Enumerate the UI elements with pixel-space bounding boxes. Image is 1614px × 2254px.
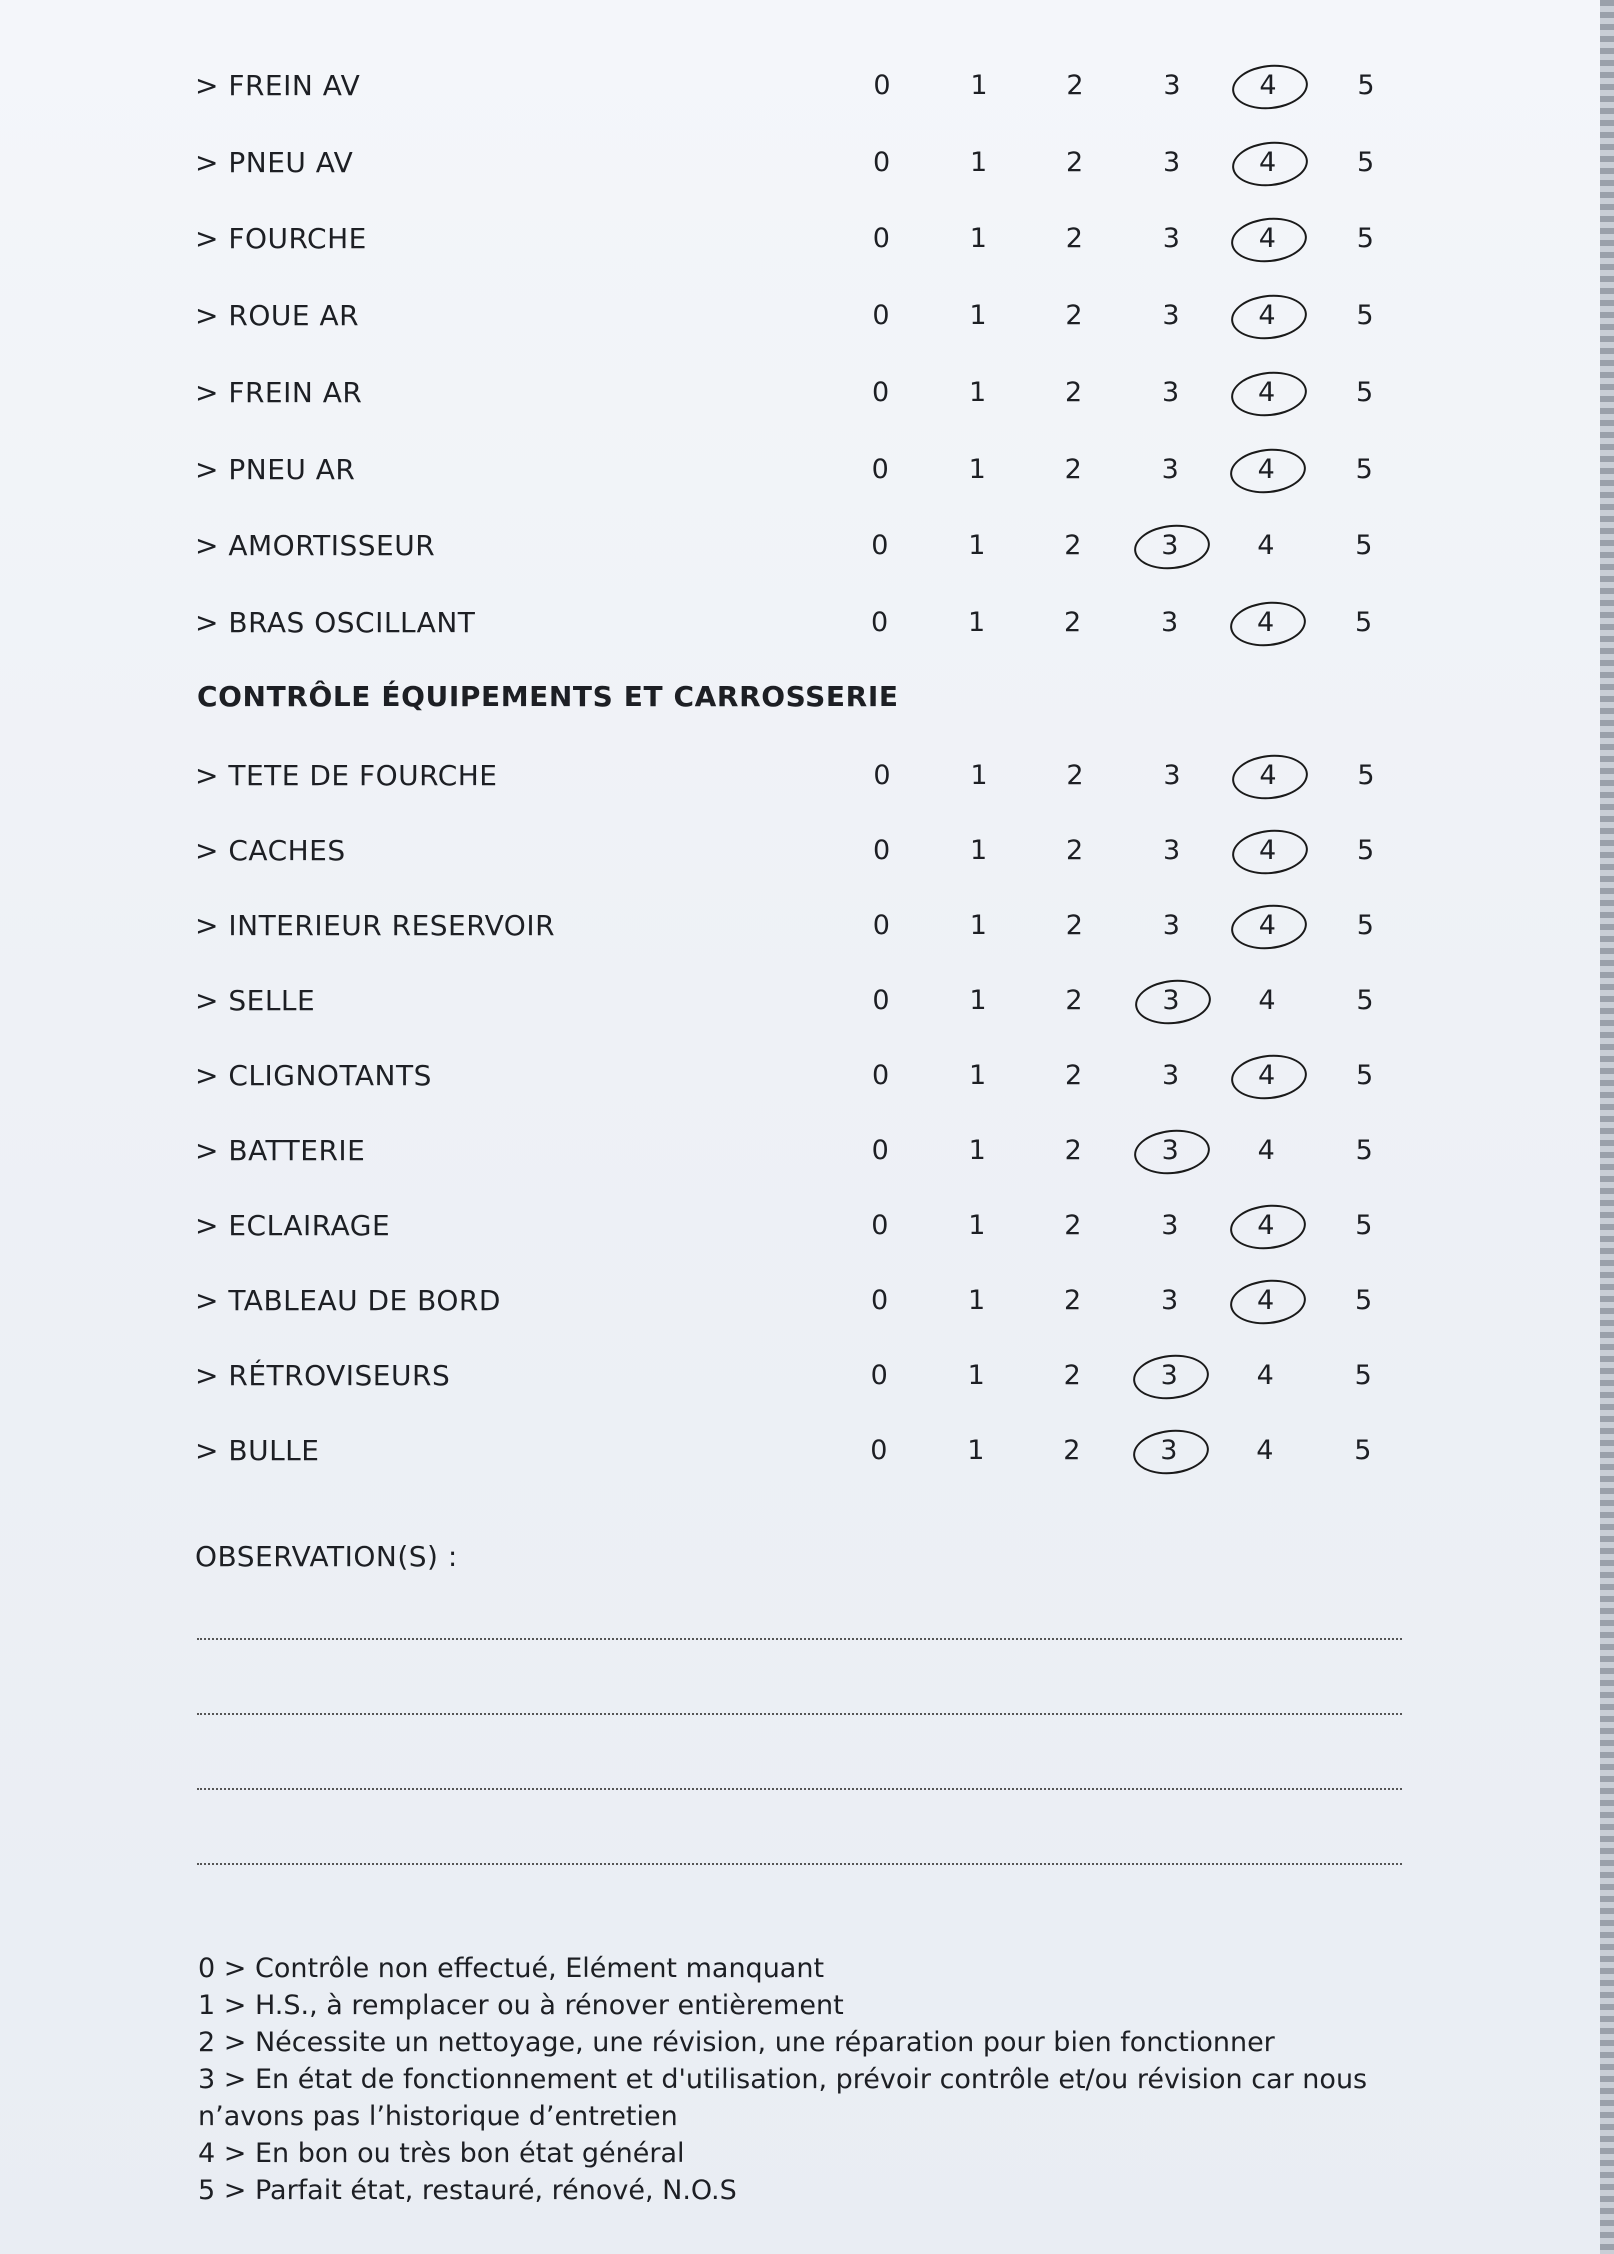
rating-option-selected[interactable]: 3 (1140, 521, 1200, 571)
rating-option[interactable]: 0 (873, 760, 891, 791)
rating-option[interactable]: 5 (1354, 1435, 1372, 1466)
rating-row (0, 976, 1600, 1026)
rating-option-selected[interactable]: 4 (1238, 751, 1298, 801)
rating-option-selected[interactable]: 4 (1238, 826, 1298, 876)
rating-row-label: > RÉTROVISEURS (195, 1359, 451, 1392)
rating-option[interactable]: 1 (968, 530, 986, 562)
rating-option[interactable]: 4 (1257, 530, 1275, 562)
observations-label: OBSERVATION(S) : (195, 1540, 458, 1573)
rating-row (0, 521, 1600, 571)
rating-row (0, 138, 1600, 188)
rating-option[interactable]: 2 (1064, 453, 1082, 485)
rating-option-selected[interactable]: 4 (1237, 1051, 1297, 1101)
rating-row-label: > FREIN AV (195, 69, 361, 102)
rating-row (0, 1126, 1600, 1176)
rating-option[interactable]: 0 (872, 223, 890, 255)
rating-option[interactable]: 1 (970, 760, 988, 791)
rating-option[interactable]: 3 (1162, 300, 1180, 332)
rating-option[interactable]: 0 (870, 1435, 888, 1466)
rating-option[interactable]: 1 (968, 1135, 986, 1166)
rating-option[interactable]: 3 (1161, 453, 1179, 485)
rating-option[interactable]: 3 (1162, 1060, 1180, 1091)
rating-option[interactable]: 5 (1357, 835, 1375, 866)
rating-row (0, 368, 1600, 418)
rating-option[interactable]: 5 (1354, 1285, 1373, 1316)
rating-option[interactable]: 3 (1163, 146, 1181, 178)
rating-option[interactable]: 2 (1064, 530, 1082, 562)
observation-line (197, 1638, 1402, 1640)
rating-option-selected[interactable]: 3 (1139, 1351, 1199, 1401)
rating-option[interactable]: 4 (1256, 1435, 1274, 1466)
rating-option[interactable]: 2 (1065, 223, 1083, 255)
rating-row (0, 445, 1600, 495)
rating-option[interactable]: 3 (1163, 760, 1181, 791)
rating-option[interactable]: 4 (1257, 1135, 1275, 1166)
rating-row-label: > BULLE (195, 1434, 320, 1467)
rating-row (0, 598, 1600, 648)
legend-line: 2 > Nécessite un nettoyage, une révision, une réparation pour bien fonctionner (198, 2027, 1275, 2058)
observation-line (197, 1788, 1402, 1790)
rating-row-label: > SELLE (195, 984, 316, 1017)
rating-option[interactable]: 5 (1355, 453, 1373, 485)
rating-row-label: > BATTERIE (195, 1134, 366, 1167)
rating-option[interactable]: 0 (870, 1285, 889, 1316)
rating-row-label: > PNEU AV (195, 145, 354, 179)
rating-row (0, 1201, 1600, 1251)
rating-option[interactable]: 1 (969, 223, 987, 255)
legend-line: 5 > Parfait état, restauré, rénové, N.O.S (198, 2175, 737, 2206)
rating-row (0, 1051, 1600, 1101)
rating-option[interactable]: 0 (871, 1210, 889, 1241)
rating-option[interactable]: 5 (1356, 223, 1374, 255)
rating-row (0, 826, 1600, 876)
rating-option[interactable]: 1 (969, 300, 987, 332)
rating-option-selected[interactable]: 4 (1237, 214, 1297, 264)
rating-legend (198, 1950, 1448, 2209)
rating-row-label: > INTERIEUR RESERVOIR (195, 909, 556, 942)
observation-line (197, 1713, 1402, 1715)
rating-option[interactable]: 0 (870, 606, 889, 638)
rating-option[interactable]: 3 (1162, 910, 1180, 941)
rating-option[interactable]: 4 (1258, 985, 1276, 1016)
rating-option[interactable]: 1 (967, 1360, 985, 1391)
rating-row (0, 214, 1600, 264)
rating-option[interactable]: 2 (1065, 910, 1083, 941)
rating-row (0, 61, 1600, 111)
rating-option[interactable]: 5 (1356, 1060, 1374, 1091)
rating-option-selected[interactable]: 4 (1236, 1201, 1296, 1251)
rating-option[interactable]: 2 (1063, 1285, 1082, 1316)
rating-option[interactable]: 5 (1357, 146, 1375, 178)
rating-row-label: > BRAS OSCILLANT (195, 605, 476, 639)
rating-option-selected[interactable]: 4 (1237, 901, 1297, 951)
rating-option[interactable]: 1 (970, 70, 988, 101)
rating-option[interactable]: 1 (967, 606, 986, 638)
rating-row (0, 1426, 1600, 1476)
rating-option[interactable]: 2 (1066, 760, 1084, 791)
rating-option[interactable]: 1 (970, 146, 988, 178)
rating-option[interactable]: 3 (1161, 1210, 1179, 1241)
legend-line: 3 > En état de fonctionnement et d'utilisation, prévoir contrôle et/ou révision car nous (198, 2064, 1368, 2095)
rating-option[interactable]: 1 (967, 1285, 986, 1316)
rating-row-label: > TETE DE FOURCHE (195, 759, 498, 792)
legend-line: 4 > En bon ou très bon état général (198, 2138, 685, 2169)
rating-option[interactable]: 5 (1354, 606, 1373, 638)
rating-option[interactable]: 2 (1065, 985, 1083, 1016)
rating-row (0, 751, 1600, 801)
rating-option[interactable]: 2 (1065, 300, 1083, 332)
rating-option[interactable]: 1 (969, 985, 987, 1016)
rating-option[interactable]: 2 (1066, 70, 1084, 101)
rating-option[interactable]: 2 (1066, 835, 1084, 866)
rating-option-selected[interactable]: 4 (1238, 61, 1298, 111)
rating-option[interactable]: 3 (1160, 606, 1179, 638)
rating-option[interactable]: 5 (1354, 1360, 1372, 1391)
rating-option[interactable]: 2 (1063, 1435, 1081, 1466)
rating-option-selected[interactable]: 4 (1236, 598, 1296, 648)
rating-row (0, 1276, 1600, 1326)
section-title: CONTRÔLE ÉQUIPEMENTS ET CARROSSERIE (197, 680, 899, 713)
rating-option[interactable]: 0 (872, 1060, 890, 1091)
rating-option-selected[interactable]: 4 (1237, 368, 1297, 418)
rating-option[interactable]: 2 (1063, 1360, 1081, 1391)
rating-option[interactable]: 1 (968, 453, 986, 485)
legend-line: n’avons pas l’historique d’entretien (198, 2101, 678, 2132)
rating-option[interactable]: 0 (872, 300, 890, 332)
rating-option[interactable]: 2 (1065, 1060, 1083, 1091)
rating-option[interactable]: 2 (1063, 606, 1082, 638)
rating-option[interactable]: 3 (1162, 376, 1180, 408)
rating-option-selected[interactable]: 3 (1141, 976, 1201, 1026)
rating-option[interactable]: 3 (1160, 1285, 1179, 1316)
rating-option[interactable]: 0 (872, 910, 890, 941)
rating-option[interactable]: 3 (1163, 70, 1181, 101)
rating-option[interactable]: 1 (969, 910, 987, 941)
rating-option[interactable]: 0 (873, 146, 891, 178)
rating-row (0, 291, 1600, 341)
rating-option[interactable]: 5 (1356, 985, 1374, 1016)
rating-row-label: > CLIGNOTANTS (195, 1059, 432, 1092)
rating-row (0, 901, 1600, 951)
rating-option[interactable]: 0 (871, 530, 889, 562)
rating-row-label: > FREIN AR (195, 375, 363, 409)
observation-line (197, 1863, 1402, 1865)
rating-option[interactable]: 1 (970, 835, 988, 866)
rating-option[interactable]: 5 (1357, 70, 1375, 101)
rating-row-label: > CACHES (195, 834, 346, 867)
rating-option-selected[interactable]: 4 (1237, 291, 1297, 341)
legend-line: 1 > H.S., à remplacer ou à rénover entièrement (198, 1990, 844, 2021)
rating-option[interactable]: 5 (1355, 1135, 1373, 1166)
rating-option[interactable]: 2 (1065, 376, 1083, 408)
rating-option-selected[interactable]: 4 (1236, 445, 1296, 495)
rating-option[interactable]: 5 (1356, 376, 1374, 408)
rating-option-selected[interactable]: 4 (1238, 138, 1298, 188)
rating-option[interactable]: 5 (1355, 530, 1373, 562)
rating-option-selected[interactable]: 3 (1139, 1426, 1199, 1476)
rating-option[interactable]: 5 (1356, 910, 1374, 941)
rating-option[interactable]: 0 (873, 835, 891, 866)
rating-row-label: > ECLAIRAGE (195, 1209, 391, 1242)
rating-option[interactable]: 5 (1357, 760, 1375, 791)
rating-option[interactable]: 1 (969, 1060, 987, 1091)
rating-row-label: > AMORTISSEUR (195, 529, 436, 563)
rating-option[interactable]: 2 (1066, 146, 1084, 178)
rating-option[interactable]: 2 (1064, 1135, 1082, 1166)
rating-option[interactable]: 3 (1162, 223, 1180, 255)
rating-option[interactable]: 0 (871, 453, 889, 485)
rating-option[interactable]: 1 (969, 376, 987, 408)
rating-option[interactable]: 3 (1163, 835, 1181, 866)
rating-option[interactable]: 0 (870, 1360, 888, 1391)
rating-option[interactable]: 0 (873, 70, 891, 101)
rating-row-label: > TABLEAU DE BORD (195, 1284, 501, 1317)
rating-row-label: > PNEU AR (195, 452, 356, 486)
rating-option[interactable]: 0 (872, 376, 890, 408)
rating-option[interactable]: 5 (1356, 300, 1374, 332)
rating-option[interactable]: 1 (968, 1210, 986, 1241)
rating-option[interactable]: 1 (967, 1435, 985, 1466)
rating-row (0, 1351, 1600, 1401)
rating-option[interactable]: 2 (1064, 1210, 1082, 1241)
rating-option-selected[interactable]: 4 (1236, 1276, 1296, 1326)
rating-option[interactable]: 0 (872, 985, 890, 1016)
rating-option[interactable]: 5 (1355, 1210, 1373, 1241)
rating-row-label: > FOURCHE (195, 222, 367, 256)
rating-option-selected[interactable]: 3 (1140, 1126, 1200, 1176)
rating-option[interactable]: 0 (871, 1135, 889, 1166)
rating-row-label: > ROUE AR (195, 299, 360, 333)
rating-option[interactable]: 4 (1256, 1360, 1274, 1391)
binder-edge (1600, 0, 1614, 2254)
legend-line: 0 > Contrôle non effectué, Elément manquant (198, 1953, 825, 1984)
